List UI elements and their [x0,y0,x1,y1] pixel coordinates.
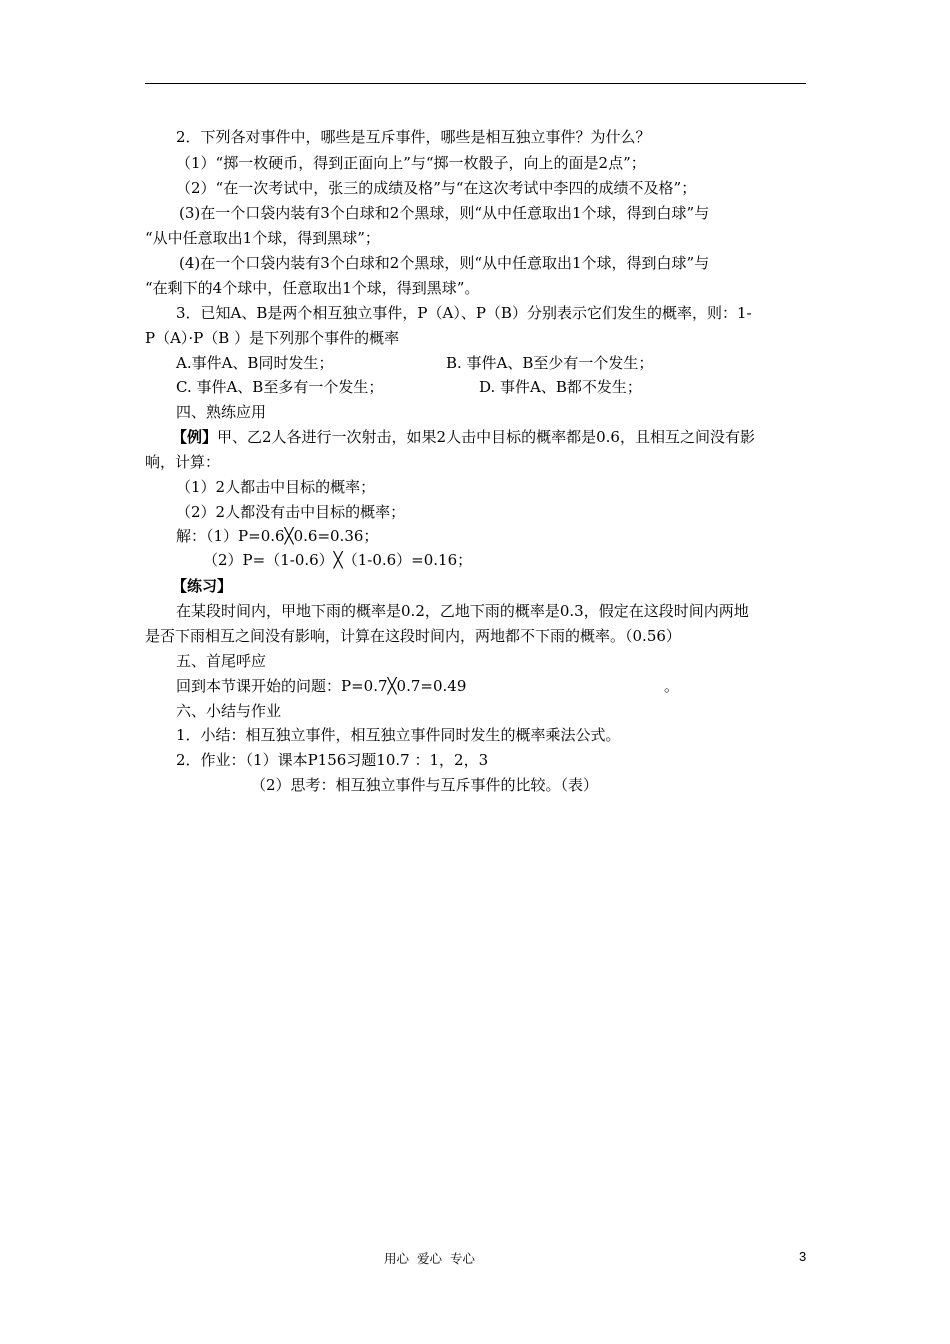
practice-line-1: 在某段时间内，甲地下雨的概率是0.2，乙地下雨的概率是0.3，假定在这段时间内两地 [176,602,749,620]
section-5-period: 。 [664,677,680,695]
option-a: A.事件A、B同时发生； [176,354,334,372]
question-2-title: 2．下列各对事件中，哪些是互斥事件，哪些是相互独立事件？为什么？ [176,128,651,146]
example-text: 甲、乙2人各进行一次射击，如果2人击中目标的概率都是0.6，且相互之间没有影 [217,428,755,446]
solution-line-2: （2）P=（1-0.6）╳（1-0.6）=0.16； [203,551,473,569]
header-rule [145,83,806,84]
option-b: B. 事件A、B至少有一个发生； [446,354,654,372]
practice-line-2: 是否下雨相互之间没有影响，计算在这段时间内，两地都不下雨的概率。（0.56） [145,627,681,645]
question-3-line-1: 3．已知A、B是两个相互独立事件，P（A）、P（B）分别表示它们发生的概率，则：1- [176,304,752,322]
section-4-heading: 四、熟练应用 [176,403,267,421]
question-2-item-1: （1）“掷一枚硬币，得到正面向上”与“掷一枚骰子，向上的面是2点”； [176,154,646,172]
question-2-item-3-line-1: (3)在一个口袋内装有3个白球和2个黑球，则“从中任意取出1个球，得到白球”与 [179,204,710,222]
question-2-item-2: （2）“在一次考试中，张三的成绩及格”与“在这次考试中李四的成绩不及格”； [176,179,697,197]
option-d: D. 事件A、B都不发生； [479,378,642,396]
page-number: 3 [799,1249,807,1264]
practice-heading: 【练习】 [172,577,233,595]
solution-line-1: 解：（1）P=0.6╳0.6=0.36； [176,527,379,545]
example-line-1 [172,427,755,447]
footer-motto: 用心 爱心 专心 [384,1251,475,1266]
example-sub-question-2: （2）2人都没有击中目标的概率； [176,503,406,521]
section-5-heading: 五、首尾呼应 [176,652,267,670]
homework-line-2: （2）思考：相互独立事件与互斥事件的比较。（表） [251,776,599,794]
summary-line: 1．小结：相互独立事件，相互独立事件同时发生的概率乘法公式。 [176,726,621,744]
example-sub-question-1: （1）2人都击中目标的概率； [176,478,376,496]
section-5-answer: 回到本节课开始的问题：P=0.7╳0.7=0.49 [176,677,467,695]
option-c: C. 事件A、B至多有一个发生； [176,378,384,396]
example-tag: 【例】 [172,428,218,446]
question-2-item-3-line-2: “从中任意取出1个球，得到黑球”； [145,229,380,247]
section-6-heading: 六、小结与作业 [176,702,282,720]
homework-line-1: 2．作业：（1）课本P156习题10.7 ：1，2，3 [176,751,489,769]
question-3-line-2: P（A）·P（B ）是下列那个事件的概率 [145,329,400,347]
question-2-item-4-line-1: (4)在一个口袋内装有3个白球和2个黑球，则“从中任意取出1个球，得到白球”与 [179,254,710,272]
question-2-item-4-line-2: “在剩下的4个球中，任意取出1个球，得到黑球”。 [145,279,480,297]
example-line-2: 响，计算： [145,453,221,471]
